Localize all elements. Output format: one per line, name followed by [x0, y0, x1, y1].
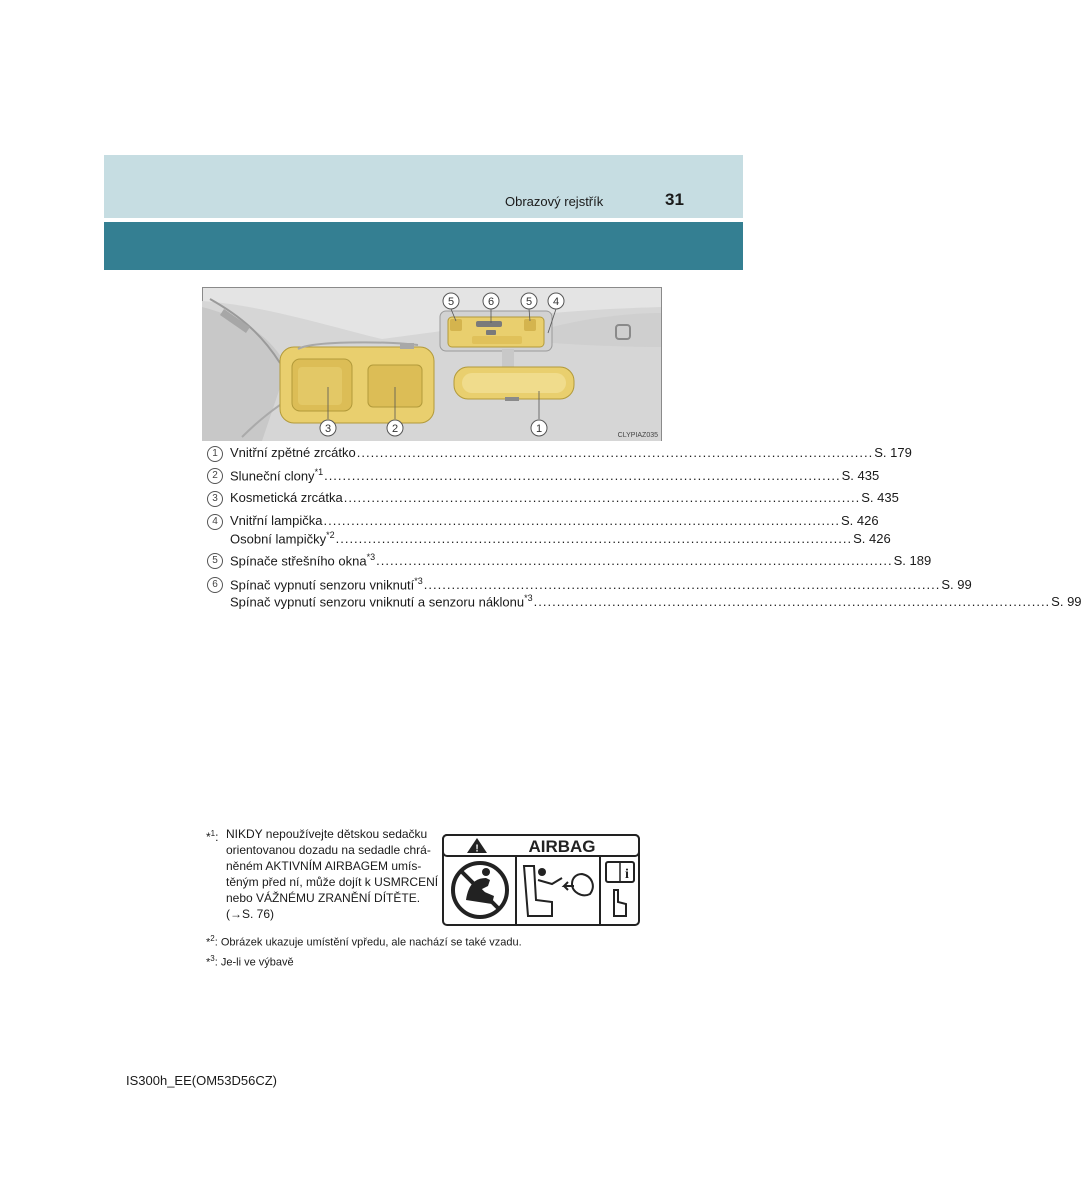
- index-entry[interactable]: [230, 593, 1082, 610]
- airbag-warning-label: [442, 834, 640, 926]
- svg-text:6: 6: [487, 296, 495, 308]
- section-bar: [104, 222, 743, 270]
- index-entry[interactable]: [230, 513, 879, 528]
- illustration-code: CLYPIAZ035: [617, 432, 658, 439]
- index-entry[interactable]: [230, 552, 932, 569]
- index-item-3: [207, 490, 899, 508]
- page-ref: S. 179: [874, 445, 912, 460]
- entry-label: Spínač vypnutí senzoru vniknutí$^{*3}$: [230, 576, 423, 593]
- leader-dots: ................................................................................................................: [343, 490, 861, 505]
- entry-label: Osobní lampičky$^{*2}$: [230, 530, 335, 547]
- section-title: Obrazový rejstřík: [505, 194, 604, 209]
- index-entry[interactable]: [230, 490, 899, 505]
- svg-text:4: 4: [552, 296, 560, 308]
- index-item-4: [207, 513, 891, 549]
- svg-text:3: 3: [324, 423, 332, 435]
- index-item-5: [207, 552, 932, 570]
- item-number: 3: [207, 491, 223, 507]
- svg-text:5: 5: [447, 296, 455, 308]
- leader-dots: ................................................................................................................: [323, 513, 841, 528]
- entry-label: Spínač vypnutí senzoru vniknutí a senzoru náklonu$^{*3}$: [230, 593, 533, 610]
- entry-label: Kosmetická zrcátka: [230, 490, 343, 505]
- page-ref: S. 189: [893, 553, 932, 569]
- header-band: [104, 155, 743, 218]
- entry-label: Spínače střešního okna$^{*3}$: [230, 552, 376, 569]
- index-entry[interactable]: [230, 530, 891, 547]
- svg-text:1: 1: [535, 423, 543, 435]
- leader-dots: ................................................................................................................: [335, 531, 853, 547]
- footnote-3: *$^3$: Je-li ve výbavě: [206, 954, 294, 969]
- index-item-2: [207, 467, 880, 485]
- page-ref: S. 426: [841, 513, 879, 528]
- page-ref: S. 99: [941, 577, 972, 593]
- page-ref: S. 435: [841, 468, 880, 484]
- leader-dots: ................................................................................................................: [356, 445, 874, 460]
- leader-dots: ................................................................................................................: [533, 594, 1051, 610]
- illustration-svg: [202, 287, 662, 441]
- airbag-title: AIRBAG: [528, 837, 596, 856]
- item-number: 2: [207, 468, 223, 484]
- page-ref: S. 435: [861, 490, 899, 505]
- footnote-marker: *$^1$:: [206, 829, 219, 844]
- index-item-6: [207, 576, 1082, 612]
- footnote-2: *$^2$: Obrázek ukazuje umístění vpředu, ale nachází se také vzadu.: [206, 934, 522, 949]
- svg-text:i: i: [625, 867, 629, 882]
- svg-text:!: !: [475, 843, 479, 855]
- item-number: 5: [207, 553, 223, 569]
- leader-dots: ................................................................................................................: [376, 553, 893, 569]
- entry-label: Vnitřní lampička: [230, 513, 323, 528]
- index-entry[interactable]: [230, 467, 880, 484]
- svg-text:5: 5: [525, 296, 533, 308]
- entry-label: Sluneční clony$^{*1}$: [230, 467, 324, 484]
- leader-dots: ................................................................................................................: [423, 577, 941, 593]
- leader-dots: ................................................................................................................: [324, 468, 841, 484]
- item-number: 4: [207, 514, 223, 530]
- cross-reference-link[interactable]: (→S. 76): [226, 907, 275, 921]
- page-number: 31: [665, 190, 684, 209]
- index-item-1: [207, 445, 912, 463]
- overhead-console-illustration: [202, 287, 662, 441]
- item-number: 1: [207, 446, 223, 462]
- model-code: IS300h_EE(OM53D56CZ): [126, 1073, 278, 1088]
- index-entry[interactable]: [230, 576, 972, 593]
- item-number: 6: [207, 577, 223, 593]
- page-ref: S. 426: [853, 531, 891, 547]
- footnote-text: NIKDY nepoužívejte dětskou sedačku orientovanou dozadu na sedadle chrá- něném AKTIVNÍM AIRBAGEM umís- těným před ní, může dojít k USMRCENÍ nebo VÁŽNÉMU ZRANĚNÍ DÍTĚTE. (→S. 76): [226, 826, 441, 922]
- entry-label: Vnitřní zpětné zrcátko: [230, 445, 356, 460]
- index-entry[interactable]: [230, 445, 912, 460]
- svg-text:2: 2: [391, 423, 399, 435]
- page-ref: S. 99: [1051, 594, 1082, 610]
